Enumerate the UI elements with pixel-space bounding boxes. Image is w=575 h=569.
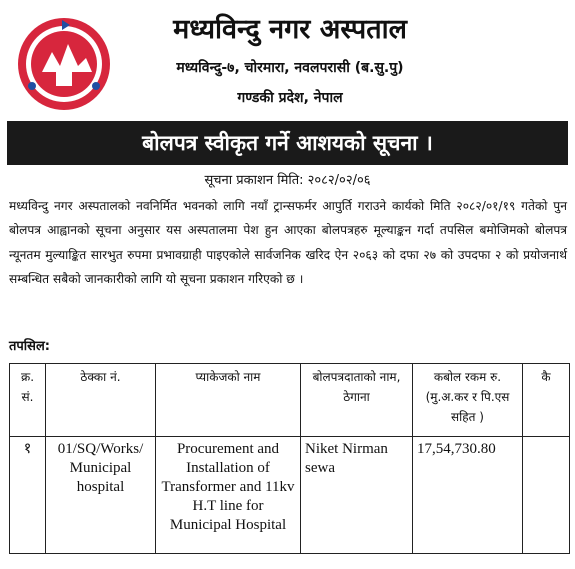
cell-bidder: Niket Nirman sewa (301, 437, 413, 554)
col-bidder: बोलपत्रदाताको नाम, ठेगाना (301, 364, 413, 437)
col-contract-no: ठेक्का नं. (46, 364, 156, 437)
col-remarks: कै (523, 364, 570, 437)
nepal-emblem-icon (12, 14, 116, 114)
col-bid-amount: कबोल रकम रु. (मु.अ.कर र पि.एस सहित ) (413, 364, 523, 437)
table-header-row (10, 364, 570, 437)
notice-body: मध्यविन्दु नगर अस्पतालको नवनिर्मित भवनको लागि नयाँ ट्रान्सफर्मर आपुर्ति गराउने कार्यको मिति २०८२/०१/१९ गतेको पुन बोलपत्र आह्वानको सूचना अनुसार यस अस्पतालमा पेश हुन आएका बोलपत्रहरु मूल्याङ्कन गर्दा तपसिल बमोजिमको बोलपत्र न्यूनतम मुल्याङ्कित सारभुत रुपमा प्रभावग्राही पाइएकोले सार्वजनिक खरिद ऐन २०६३ को दफा २७ को उपदफा २ को प्रयोजनार्थ सम्बन्धित सबैको जानकारीको लागि यो सूचना प्रकाशन गरिएको छ । (9, 199, 567, 287)
cell-contract-no: 01/SQ/Works/ Municipal hospital (46, 437, 156, 554)
table-row (10, 437, 570, 554)
hospital-name: मध्यविन्दु नगर अस्पताल (173, 14, 407, 45)
details-label: तपसिल: (9, 339, 50, 354)
notice-header (0, 0, 575, 120)
col-package-name: प्याकेजको नाम (156, 364, 301, 437)
cell-remarks (523, 437, 570, 554)
col-serial: क्र. सं. (10, 364, 46, 437)
hospital-province: गण्डकी प्रदेश, नेपाल (237, 90, 343, 106)
cell-package-name: Procurement and Installation of Transformer and 11kv H.T line for Municipal Hospital (156, 437, 301, 554)
publication-date: सूचना प्रकाशन मिति: २०८२/०२/०६ (204, 173, 371, 188)
cell-bid-amount: 17,54,730.80 (413, 437, 523, 554)
notice-title-banner: बोलपत्र स्वीकृत गर्ने आशयको सूचना । (7, 121, 568, 165)
hospital-address: मध्यविन्दु-७, चोरमारा, नवलपरासी (ब.सु.पु) (176, 60, 404, 76)
bid-table (9, 363, 570, 554)
cell-serial: १ (10, 437, 46, 554)
